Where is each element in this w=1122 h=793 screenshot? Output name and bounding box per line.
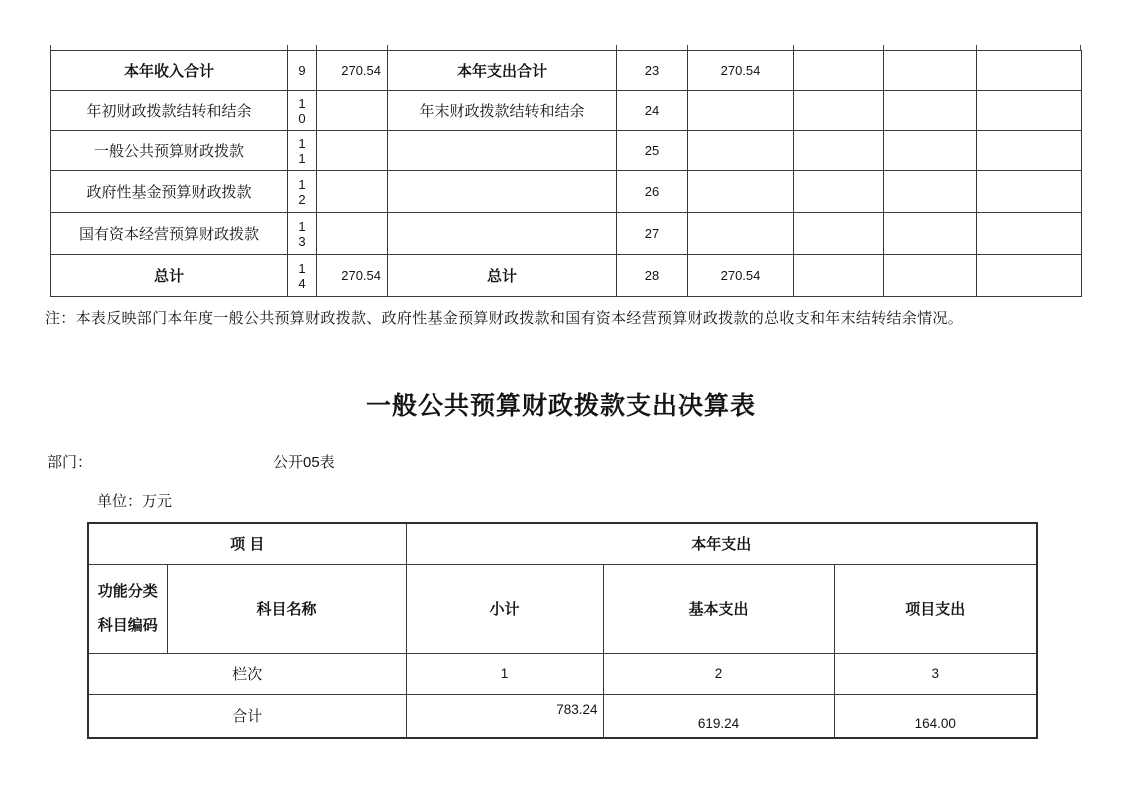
income-amount bbox=[317, 131, 388, 171]
total-label: 合计 bbox=[88, 694, 406, 738]
table-header-row bbox=[88, 523, 1037, 564]
empty-cell bbox=[977, 131, 1082, 171]
expense-amount bbox=[688, 171, 794, 213]
table-row bbox=[51, 51, 1082, 91]
income-item-label: 本年收入合计 bbox=[51, 51, 288, 91]
expense-item-label bbox=[388, 131, 617, 171]
income-line-number: 10 bbox=[288, 91, 317, 131]
unit-label: 单位：万元 bbox=[97, 493, 173, 510]
table-row bbox=[51, 213, 1082, 255]
empty-cell bbox=[794, 51, 884, 91]
table-header-row bbox=[88, 564, 1037, 653]
table-row bbox=[51, 91, 1082, 131]
income-amount bbox=[317, 91, 388, 131]
expense-item-label bbox=[388, 213, 617, 255]
empty-cell bbox=[884, 171, 977, 213]
header-project-expense: 项目支出 bbox=[834, 564, 1037, 653]
income-line-number: 14 bbox=[288, 255, 317, 297]
expense-line-number: 28 bbox=[617, 255, 688, 297]
department-label: 部门： bbox=[47, 454, 93, 471]
empty-cell bbox=[794, 213, 884, 255]
empty-cell bbox=[794, 131, 884, 171]
table-row bbox=[51, 255, 1082, 297]
empty-cell bbox=[884, 255, 977, 297]
income-line-number: 13 bbox=[288, 213, 317, 255]
expense-table bbox=[87, 522, 1038, 739]
total-subtotal-value: 783.24 bbox=[406, 694, 603, 738]
total-row bbox=[88, 694, 1037, 738]
expense-total-amount: 270.54 bbox=[688, 255, 794, 297]
header-current-year-expense: 本年支出 bbox=[406, 523, 1037, 564]
income-line-number: 9 bbox=[288, 51, 317, 91]
rank-subtotal: 1 bbox=[406, 653, 603, 694]
income-amount bbox=[317, 171, 388, 213]
expense-line-number: 26 bbox=[617, 171, 688, 213]
empty-cell bbox=[977, 171, 1082, 213]
expense-amount bbox=[688, 131, 794, 171]
expense-line-number: 23 bbox=[617, 51, 688, 91]
income-line-number: 11 bbox=[288, 131, 317, 171]
total-project-value: 164.00 bbox=[834, 694, 1037, 738]
expense-line-number: 25 bbox=[617, 131, 688, 171]
expense-item-label: 年末财政拨款结转和结余 bbox=[388, 91, 617, 131]
total-basic-value: 619.24 bbox=[603, 694, 834, 738]
income-total-label: 总计 bbox=[51, 255, 288, 297]
header-project: 项 目 bbox=[88, 523, 406, 564]
table-row bbox=[51, 171, 1082, 213]
income-item-label: 政府性基金预算财政拨款 bbox=[51, 171, 288, 213]
header-basic-expense: 基本支出 bbox=[603, 564, 834, 653]
income-line-number: 12 bbox=[288, 171, 317, 213]
table-note: 注：本表反映部门本年度一般公共预算财政拨款、政府性基金预算财政拨款和国有资本经营预算财政拨款的总收支和年末结转结余情况。 bbox=[45, 310, 964, 327]
income-amount: 270.54 bbox=[317, 51, 388, 91]
empty-cell bbox=[884, 213, 977, 255]
rank-project: 3 bbox=[834, 653, 1037, 694]
rank-basic: 2 bbox=[603, 653, 834, 694]
header-function-code: 功能分类科目编码 bbox=[88, 564, 167, 653]
table-row bbox=[51, 131, 1082, 171]
page-title: 一般公共预算财政拨款支出决算表 bbox=[365, 392, 756, 420]
empty-cell bbox=[884, 131, 977, 171]
income-item-label: 一般公共预算财政拨款 bbox=[51, 131, 288, 171]
income-total-amount: 270.54 bbox=[317, 255, 388, 297]
empty-cell bbox=[977, 51, 1082, 91]
income-item-label: 国有资本经营预算财政拨款 bbox=[51, 213, 288, 255]
form-number: 公开05表 bbox=[273, 454, 335, 471]
empty-cell bbox=[977, 255, 1082, 297]
rank-label: 栏次 bbox=[88, 653, 406, 694]
empty-cell bbox=[884, 91, 977, 131]
expense-line-number: 24 bbox=[617, 91, 688, 131]
expense-item-label bbox=[388, 171, 617, 213]
expense-amount bbox=[688, 91, 794, 131]
expense-total-label: 总计 bbox=[388, 255, 617, 297]
expense-amount: 270.54 bbox=[688, 51, 794, 91]
empty-cell bbox=[794, 171, 884, 213]
income-amount bbox=[317, 213, 388, 255]
empty-cell bbox=[794, 255, 884, 297]
header-subject-name: 科目名称 bbox=[167, 564, 406, 653]
empty-cell bbox=[977, 91, 1082, 131]
expense-item-label: 本年支出合计 bbox=[388, 51, 617, 91]
rank-row bbox=[88, 653, 1037, 694]
expense-amount bbox=[688, 213, 794, 255]
expense-line-number: 27 bbox=[617, 213, 688, 255]
fiscal-balance-table bbox=[50, 50, 1082, 297]
empty-cell bbox=[884, 51, 977, 91]
header-subtotal: 小计 bbox=[406, 564, 603, 653]
empty-cell bbox=[977, 213, 1082, 255]
income-item-label: 年初财政拨款结转和结余 bbox=[51, 91, 288, 131]
empty-cell bbox=[794, 91, 884, 131]
